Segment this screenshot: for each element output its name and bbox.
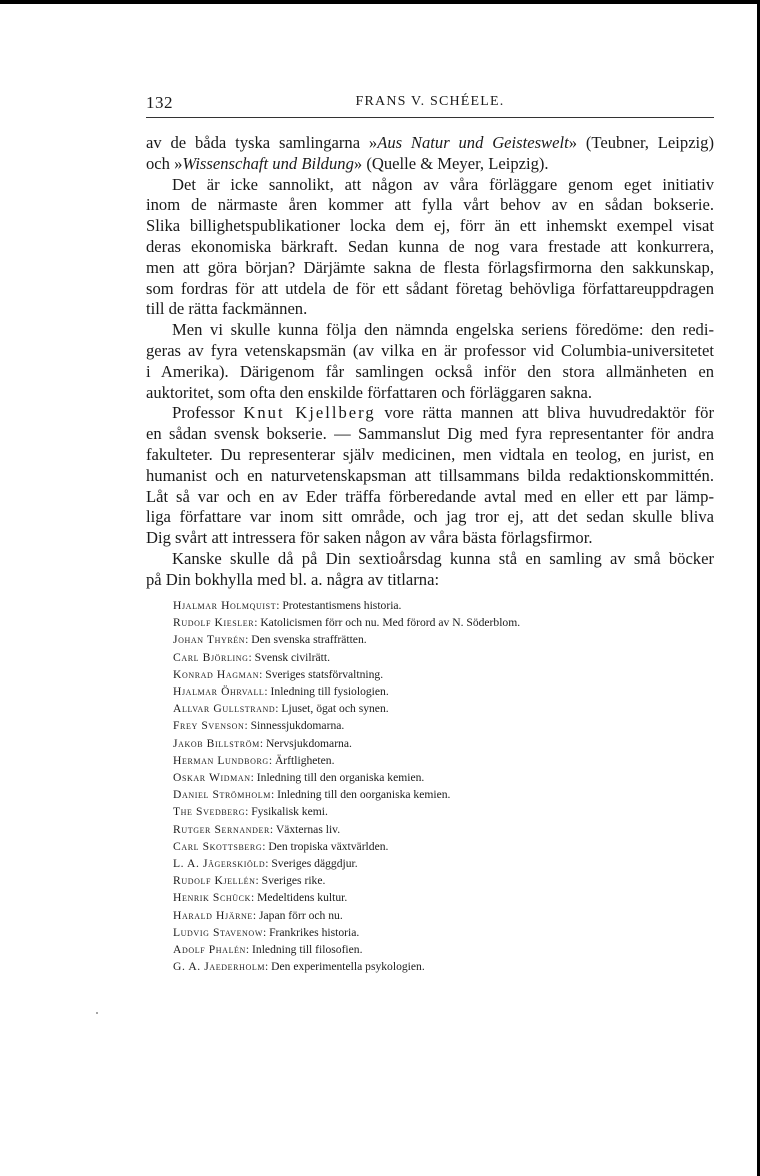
text-segment: Professor xyxy=(172,403,244,423)
text-segment: i Amerika). Därigenom får samlingen också inför den stora allmänheten en xyxy=(146,361,714,381)
text-line xyxy=(146,403,714,424)
separator: : xyxy=(248,650,255,664)
separator: : xyxy=(275,702,282,716)
text-line xyxy=(146,299,714,320)
book-author: Ludvig Stavenow xyxy=(173,925,263,939)
separator: : xyxy=(250,771,257,785)
list-item xyxy=(173,631,714,648)
page-number: 132 xyxy=(146,93,173,112)
text-line xyxy=(146,362,714,383)
text-line xyxy=(146,216,714,237)
separator: : xyxy=(259,667,266,681)
text-segment: liga författare var inom sitt område, och jag tror ej, att det sedan skulle bliva xyxy=(146,507,714,527)
book-author: Frey Svenson xyxy=(173,719,245,733)
text-segment: Kanske skulle då på Din sextioårsdag kunna stå en samling av små böcker xyxy=(172,548,714,568)
book-author: Adolf Phalén xyxy=(173,943,246,957)
italic-title: Wissenschaft und Bildung xyxy=(182,153,354,173)
book-title: Inledning till den organiska kemien. xyxy=(256,771,425,785)
text-segment: en sådan svensk bokserie. — Sammanslut Dig med fyra representanter för andra xyxy=(146,424,714,444)
text-line xyxy=(146,466,714,487)
spaced-name: Knut Kjellberg xyxy=(243,403,376,423)
separator: : xyxy=(270,788,278,802)
text-line xyxy=(146,549,714,570)
separator: : xyxy=(265,960,272,974)
book-title: Ljuset, ögat och synen. xyxy=(281,702,389,716)
list-item xyxy=(173,614,714,631)
list-item xyxy=(173,855,714,872)
book-author: Jakob Billström xyxy=(173,736,260,750)
book-title: Inledning till filosofien. xyxy=(252,943,363,957)
paragraph-p3 xyxy=(146,320,714,403)
italic-title: Aus Natur und Geisteswelt xyxy=(377,133,569,152)
book-author: Rutger Sernander xyxy=(173,822,270,836)
list-item xyxy=(173,889,714,906)
list-item xyxy=(173,803,714,820)
text-line xyxy=(146,383,714,404)
separator: : xyxy=(276,599,283,612)
book-title: Inledning till fysiologien. xyxy=(270,685,389,699)
book-author: Konrad Hagman xyxy=(173,667,260,681)
book-title: Den experimentella psykologien. xyxy=(271,960,425,974)
list-item xyxy=(173,958,714,975)
text-segment: på Din bokhylla med bl. a. några av titlarna: xyxy=(146,569,440,589)
text-segment: Men vi skulle kunna följa den nämnda engelska seriens föredöme: den redi- xyxy=(172,320,714,340)
book-title: Sveriges däggdjur. xyxy=(271,857,358,871)
separator: : xyxy=(245,633,252,647)
text-line xyxy=(146,341,714,362)
book-title: Nervsjukdomarna. xyxy=(265,736,352,750)
text-segment: men att göra början? Därjämte sakna de flesta förlagsfirmorna den sakkunskap, xyxy=(146,257,714,277)
book-title: Den svenska straffrätten. xyxy=(251,633,367,647)
text-line xyxy=(146,175,714,196)
book-title: Fysikalisk kemi. xyxy=(251,805,328,819)
list-item xyxy=(173,683,714,700)
list-item xyxy=(173,769,714,786)
paragraph-p2 xyxy=(146,175,714,321)
book-list xyxy=(173,597,714,975)
book-author: Daniel Strömholm xyxy=(173,788,271,802)
book-title: Växternas liv. xyxy=(275,822,341,836)
separator: : xyxy=(262,925,270,939)
list-item xyxy=(173,907,714,924)
book-title: Den tropiska växtvärlden. xyxy=(268,839,389,853)
body-text xyxy=(146,133,714,591)
page-header xyxy=(146,93,714,118)
book-title: Katolicismen förr och nu. Med förord av N. Söderblom. xyxy=(260,616,521,630)
book-author: Rudolf Kiesler xyxy=(173,616,255,630)
book-author: Herman Lundborg xyxy=(173,753,269,767)
text-segment: deras ekonomiska bärkraft. Sedan kunna de nog vara frestade att konkurrera, xyxy=(146,236,714,256)
text-segment: och » xyxy=(146,153,183,173)
text-segment: » (Quelle & Meyer, Leipzig). xyxy=(353,153,549,173)
list-item xyxy=(173,649,714,666)
separator: : xyxy=(269,822,276,836)
book-title: Sveriges statsförvaltning. xyxy=(265,667,384,681)
scan-edge-top xyxy=(0,0,760,4)
running-title: FRANS V. SCHÉELE. xyxy=(355,94,505,109)
text-segment: av de båda tyska samlingarna » xyxy=(146,133,378,152)
list-item xyxy=(173,941,714,958)
list-item xyxy=(173,735,714,752)
book-author: G. A. Jaederholm xyxy=(173,960,266,974)
text-line xyxy=(146,528,714,549)
separator: : xyxy=(244,719,251,733)
separator: : xyxy=(254,616,261,630)
separator: : xyxy=(252,908,260,922)
book-title: Sveriges rike. xyxy=(261,874,326,888)
text-segment: Slika billighetspublikationer locka dem ej, förr än ett inhemskt exempel visat xyxy=(146,216,714,236)
book-author: Rudolf Kjellén xyxy=(173,874,256,888)
separator: : xyxy=(255,874,262,888)
book-title: Medeltidens kultur. xyxy=(257,891,348,905)
book-author: Hjalmar Öhrvall xyxy=(173,685,265,699)
text-line xyxy=(146,487,714,508)
book-author: The Svedberg xyxy=(173,805,246,819)
text-segment: fakulteter. Du representerar själv medicinen, men vidtala en teolog, en jurist, en xyxy=(146,444,714,464)
book-author: Johan Thyrén xyxy=(173,633,246,647)
list-item xyxy=(173,597,714,614)
text-segment: » (Teubner, Leipzig) xyxy=(568,133,714,152)
book-title: Inledning till den oorganiska kemien. xyxy=(277,788,451,802)
text-line xyxy=(146,133,714,154)
text-line xyxy=(146,507,714,528)
separator: : xyxy=(245,943,253,957)
book-title: Japan förr och nu. xyxy=(259,908,343,922)
text-segment: till de rätta fackmännen. xyxy=(146,299,308,319)
list-item xyxy=(173,821,714,838)
text-line xyxy=(146,258,714,279)
book-author: Allvar Gullstrand xyxy=(173,702,276,716)
list-item xyxy=(173,752,714,769)
text-line xyxy=(146,154,714,175)
text-segment: geras av fyra vetenskapsmän (av vilka en är professor vid Columbia-universitetet xyxy=(146,340,714,360)
separator: : xyxy=(259,736,266,750)
book-author: Harald Hjärne xyxy=(173,908,253,922)
book-title: Svensk civilrätt. xyxy=(254,650,330,664)
list-item xyxy=(173,666,714,683)
book-author: Carl Björling xyxy=(173,650,249,664)
text-segment: Det är icke sannolikt, att någon av våra förläggare genom eget initiativ xyxy=(172,174,714,194)
book-author: Oskar Widman xyxy=(173,771,251,785)
separator: : xyxy=(250,891,258,905)
book-title: Protestantismens historia. xyxy=(282,599,402,612)
list-item xyxy=(173,786,714,803)
text-line xyxy=(146,570,714,591)
list-item xyxy=(173,700,714,717)
text-segment: inom de närmaste åren kommer att fylla vårt behov av en sådan bokserie. xyxy=(146,195,714,215)
book-author: L. A. Jägerskiöld xyxy=(173,857,266,871)
separator: : xyxy=(268,753,275,767)
separator: : xyxy=(265,857,272,871)
separator: : xyxy=(262,839,269,853)
book-author: Henrik Schück xyxy=(173,891,251,905)
text-line xyxy=(146,424,714,445)
text-line xyxy=(146,237,714,258)
paragraph-p4 xyxy=(146,403,714,549)
text-segment: auktoritet, som ofta den enskilde författaren och förläggaren sakna. xyxy=(146,382,593,402)
list-item xyxy=(173,924,714,941)
text-line xyxy=(146,445,714,466)
list-item xyxy=(173,717,714,734)
book-author: Carl Skottsberg xyxy=(173,839,263,853)
paragraph-p5 xyxy=(146,549,714,591)
list-item xyxy=(173,872,714,889)
text-segment: vore rätta mannen att bliva huvudredaktör för xyxy=(375,403,714,423)
book-title: Ärftligheten. xyxy=(274,753,335,767)
text-line xyxy=(146,279,714,300)
book-author: Hjalmar Holmquist xyxy=(173,599,277,612)
text-segment: Låt så var och en av Eder träffa förberedande avtal med en eller ett par lämp- xyxy=(146,486,714,506)
separator: : xyxy=(245,805,252,819)
paragraph-p1 xyxy=(146,133,714,175)
book-title: Frankrikes historia. xyxy=(269,925,360,939)
text-segment: humanist och en naturvetenskapsman att tillsammans bilda redaktionskommittén. xyxy=(146,465,714,485)
text-segment: som fordras för att utdela de för ett sådant företag behövliga författareuppdragen xyxy=(146,278,714,298)
separator: : xyxy=(264,685,271,699)
list-item xyxy=(173,838,714,855)
text-segment: Dig svårt att intressera för saken någon av våra bästa förlagsfirmor. xyxy=(146,528,593,548)
scan-speck xyxy=(96,1012,98,1014)
text-line xyxy=(146,195,714,216)
book-title: Sinnessjukdomarna. xyxy=(250,719,345,733)
text-line xyxy=(146,320,714,341)
